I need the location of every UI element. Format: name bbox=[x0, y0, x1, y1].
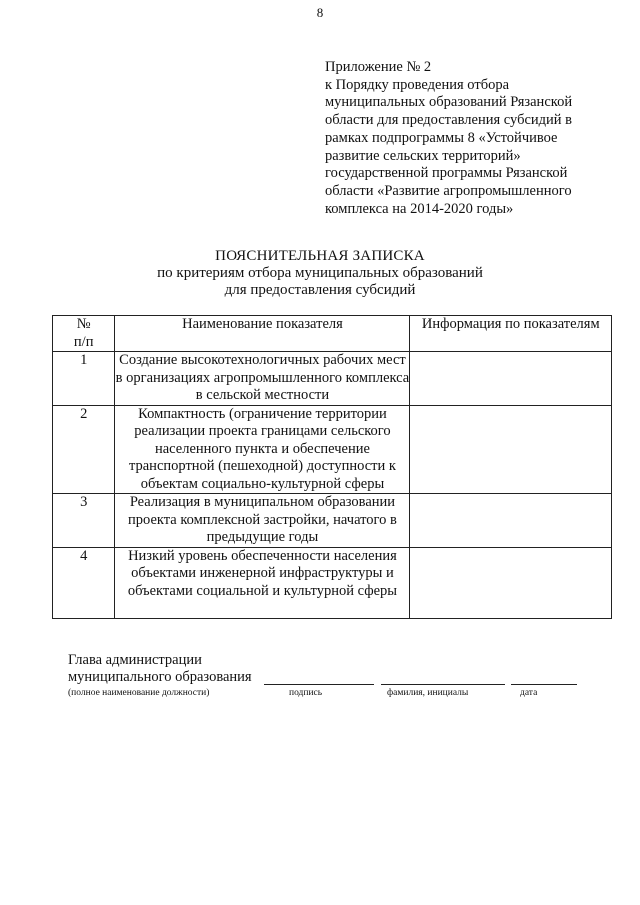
row-number: 2 bbox=[53, 405, 115, 494]
criteria-table bbox=[52, 315, 612, 619]
signature-line bbox=[264, 684, 374, 685]
header-number-label: п/п bbox=[73, 333, 94, 350]
page-number: 8 bbox=[316, 5, 324, 20]
appendix-line: Приложение № 2 bbox=[325, 59, 432, 75]
signature-position-line1: Глава администрации bbox=[68, 652, 202, 668]
appendix-line: области «Развитие агропромышленного bbox=[325, 182, 572, 199]
appendix-line: рамках подпрограммы 8 «Устойчивое bbox=[325, 129, 558, 146]
appendix-line: развитие сельских территорий» bbox=[325, 147, 521, 164]
header-indicator-info: Информация по показателям bbox=[410, 316, 612, 352]
row-number: 4 bbox=[53, 547, 115, 618]
row-number: 3 bbox=[53, 494, 115, 548]
signature-block bbox=[68, 652, 252, 686]
appendix-block bbox=[325, 59, 625, 218]
table-header-row bbox=[53, 316, 612, 352]
row-indicator-info bbox=[410, 494, 612, 548]
caption-name: фамилия, инициалы bbox=[387, 688, 469, 698]
appendix-line: муниципальных образований Рязанской bbox=[325, 94, 573, 111]
appendix-line: области для предоставления субсидий в bbox=[325, 112, 573, 129]
row-indicator-info bbox=[410, 405, 612, 494]
row-indicator-name: Создание высокотехнологичных рабочих мест в организациях агропромышленного комплекса в сельской местности bbox=[115, 352, 410, 403]
appendix-line: государственной программы Рязанской bbox=[325, 165, 568, 182]
name-line bbox=[381, 684, 505, 685]
table-row bbox=[53, 547, 612, 618]
document-subtitle: по критериям отбора муниципальных образований bbox=[157, 265, 483, 281]
row-indicator-name: Компактность (ограничение территории реализации проекта границами сельского населенного пункта и обеспечение транспортной (пешеходной) доступности к объектам социально-культурной сферы bbox=[115, 405, 410, 494]
caption-signature: подпись bbox=[289, 688, 323, 698]
document-subtitle: для предоставления субсидий bbox=[224, 282, 416, 298]
document-title-block bbox=[0, 248, 640, 299]
caption-date: дата bbox=[520, 688, 538, 698]
caption-position: (полное наименование должности) bbox=[68, 688, 210, 698]
table-row bbox=[53, 494, 612, 548]
row-indicator-name: Низкий уровень обеспеченности населения объектами инженерной инфраструктуры и объектами социальной и культурной сферы bbox=[115, 547, 410, 618]
header-number-symbol: № bbox=[76, 316, 91, 332]
row-indicator-info bbox=[410, 352, 612, 406]
appendix-line: к Порядку проведения отбора bbox=[325, 76, 510, 93]
header-indicator-name: Наименование показателя bbox=[115, 316, 410, 352]
appendix-line: комплекса на 2014-2020 годы» bbox=[325, 200, 514, 217]
row-number: 1 bbox=[53, 352, 115, 406]
table-row bbox=[53, 352, 612, 406]
table-row bbox=[53, 405, 612, 494]
header-number bbox=[53, 316, 115, 352]
date-line bbox=[511, 684, 577, 685]
document-title: ПОЯСНИТЕЛЬНАЯ ЗАПИСКА bbox=[215, 248, 425, 264]
row-indicator-info bbox=[410, 547, 612, 618]
row-indicator-name: Реализация в муниципальном образовании проекта комплексной застройки, начатого в предыдущие годы bbox=[115, 494, 410, 548]
signature-position-line2: муниципального образования bbox=[68, 669, 252, 685]
